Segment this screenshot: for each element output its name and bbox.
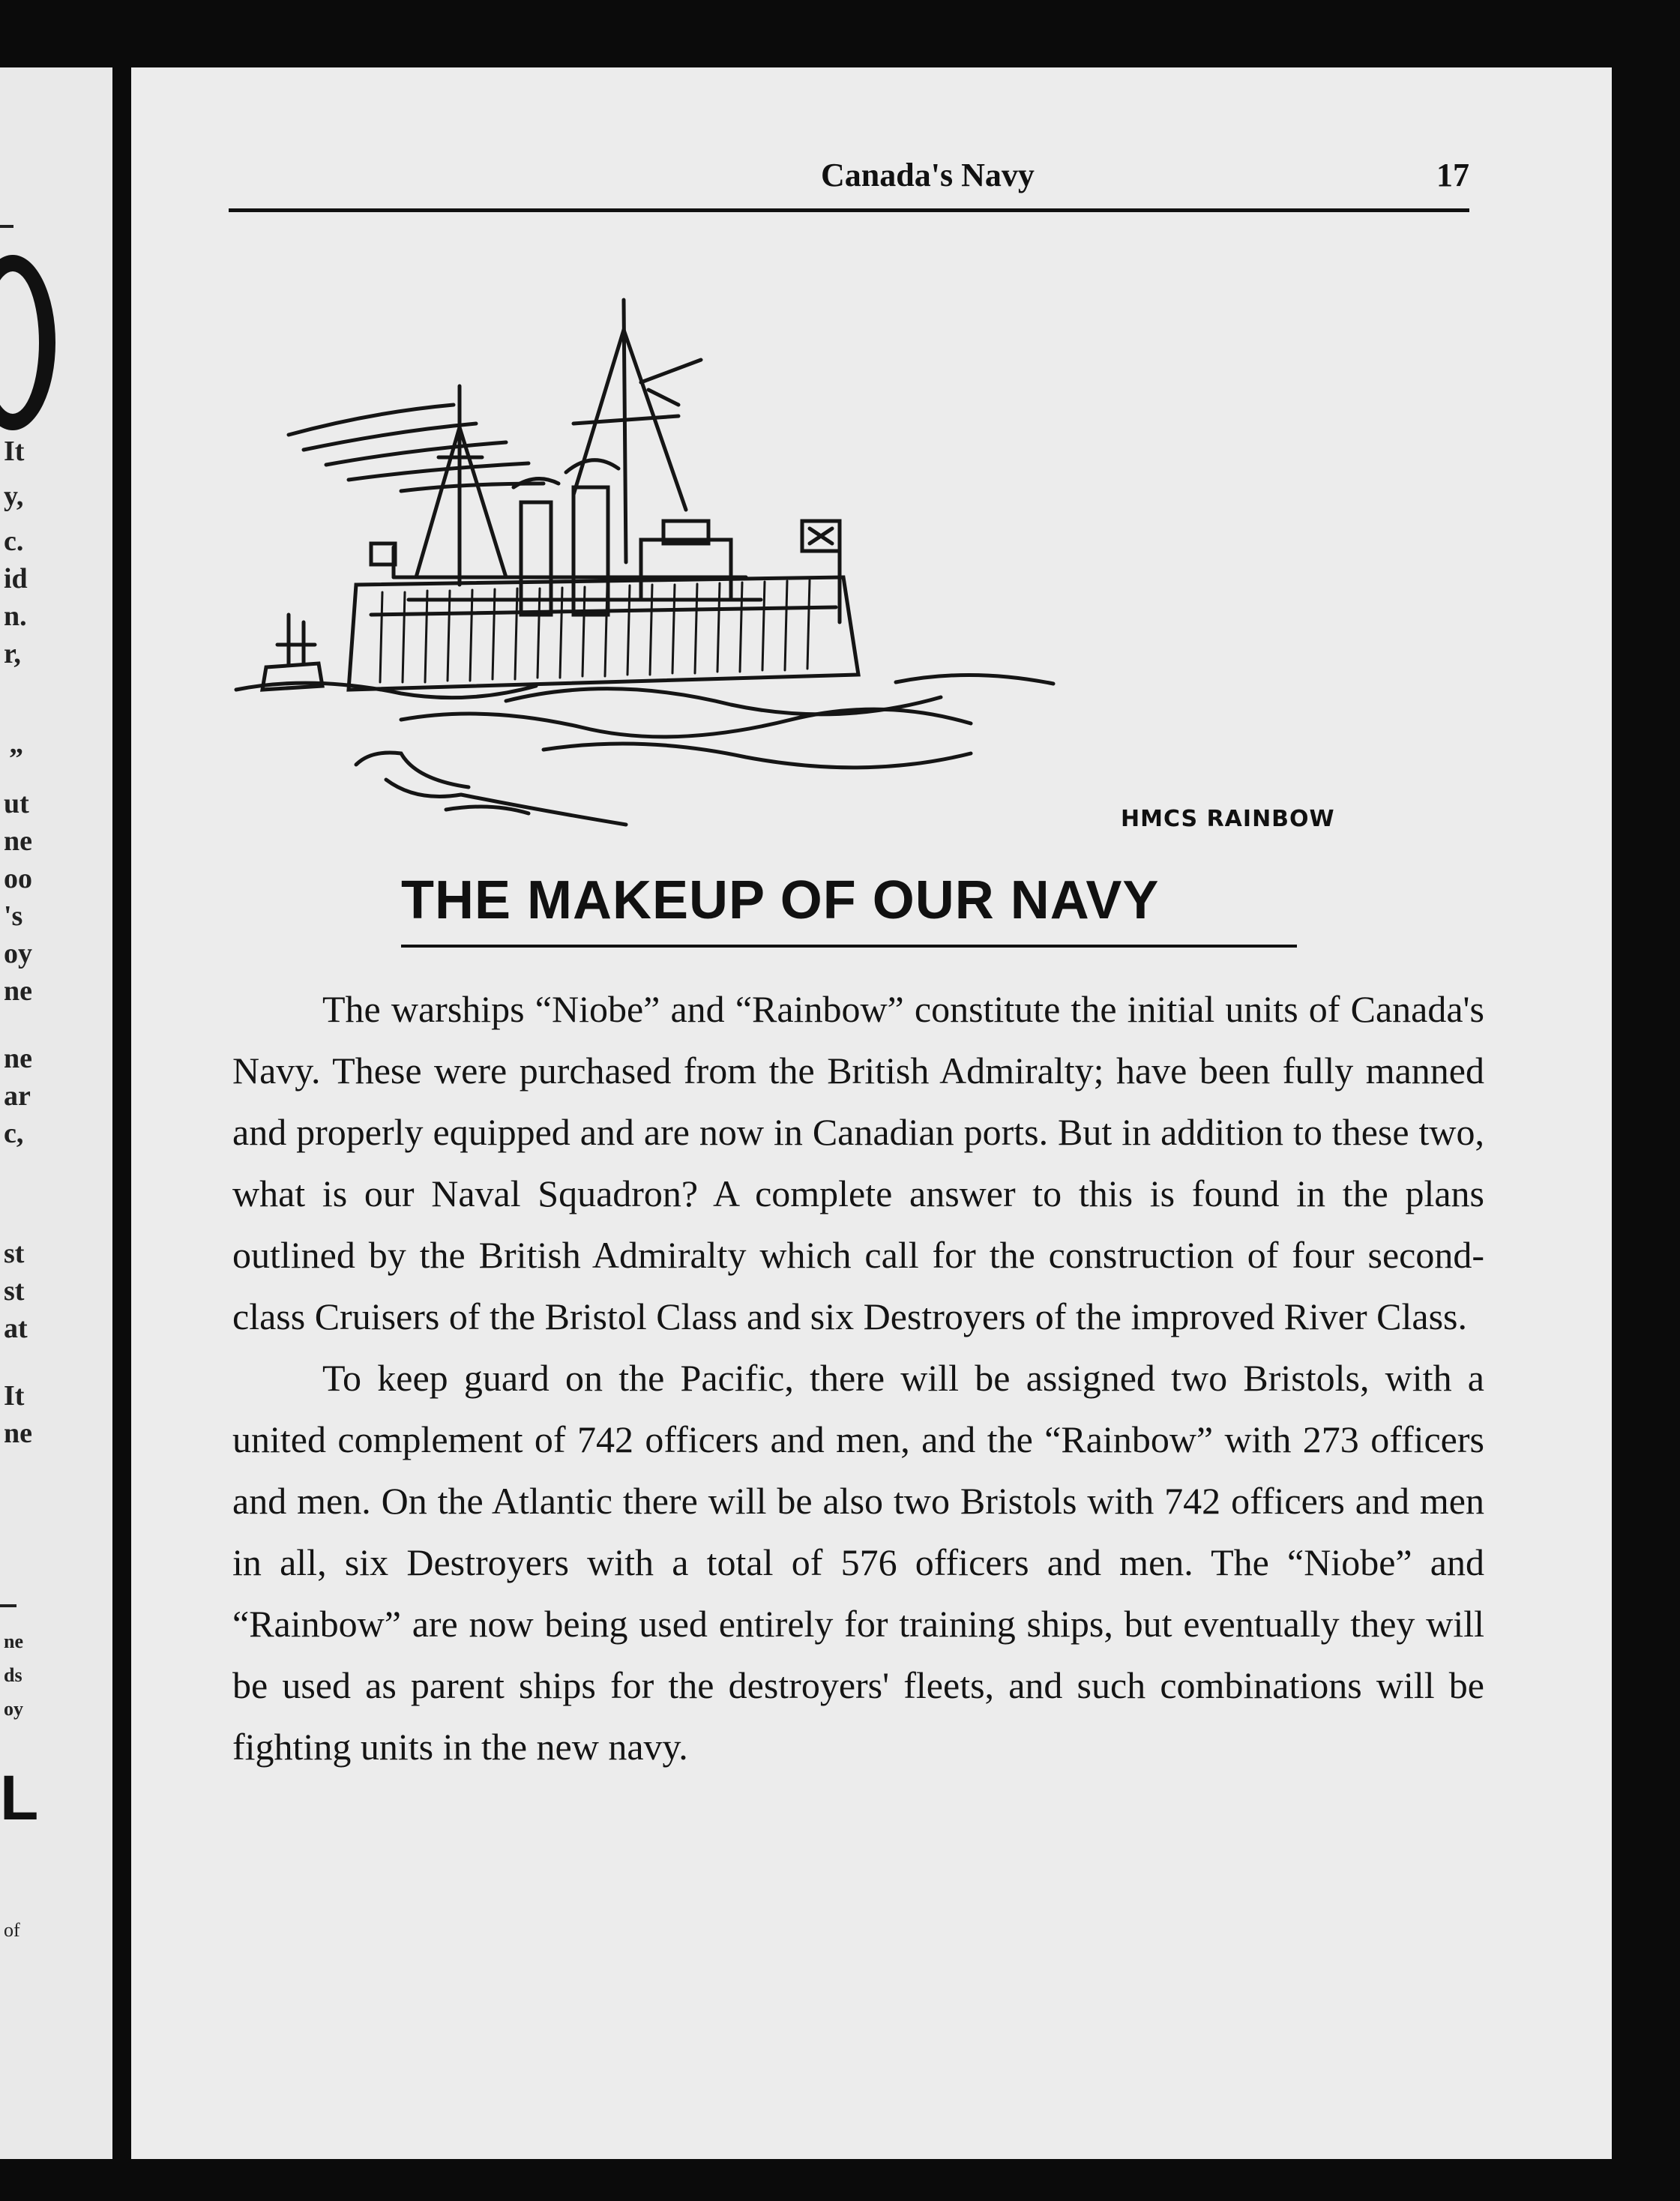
left-fragment: ut: [4, 788, 29, 819]
left-fragment: c.: [4, 526, 24, 557]
left-fragment: ne: [4, 1631, 23, 1652]
left-page-fragment: [0, 67, 112, 2159]
left-fragment: of: [4, 1919, 20, 1941]
left-fragment: ne: [4, 825, 32, 857]
left-fragment: st: [4, 1275, 25, 1307]
title-underline: [401, 945, 1297, 948]
left-fragment: 's: [4, 900, 23, 932]
running-header: [229, 156, 1469, 201]
left-fragment: oy: [4, 1698, 23, 1720]
left-fragment: oo: [4, 863, 32, 894]
left-page-rule: [0, 1604, 16, 1607]
left-fragment: ”: [9, 743, 23, 774]
left-fragment: r,: [4, 638, 21, 669]
left-fragment: ne: [4, 1043, 32, 1074]
left-fragment: at: [4, 1313, 28, 1344]
left-fragment: ne: [4, 975, 32, 1007]
left-page-large-letter: [0, 255, 55, 430]
left-fragment: ar: [4, 1080, 31, 1112]
header-rule: [229, 208, 1469, 212]
left-fragment: ds: [4, 1664, 22, 1686]
left-fragment: oy: [4, 938, 32, 969]
page: [131, 67, 1612, 2159]
article-title: THE MAKEUP OF OUR NAVY: [401, 870, 1160, 930]
left-page-rule: [0, 225, 13, 228]
article-paragraph: To keep guard on the Pacific, there will be assigned two Bristols, with a united complement of 742 officers and men, and the “Rainbow” with 273 officers and men. On the Atlantic there will be also two Bristols with 742 officers and men in all, six Destroyers with a total of 576 officers and men. The “Niobe” and “Rainbow” are now being used entirely for training ships, but eventually they will be used as parent ships for the destroyers' fleets, and such combinations will be fighting units in the new navy.: [232, 1357, 1484, 1768]
left-fragment: It: [4, 436, 25, 467]
article-body: [232, 978, 1484, 1777]
left-fragment: It: [4, 1380, 25, 1412]
left-fragment: st: [4, 1238, 25, 1269]
left-fragment: ne: [4, 1418, 32, 1449]
left-fragment: n.: [4, 600, 27, 632]
running-title: Canada's Navy: [821, 157, 1035, 193]
article-paragraph: The warships “Niobe” and “Rainbow” constitute the initial units of Canada's Navy. These were purchased from the British Admiralty; have been fully manned and properly equipped and are now in Canadian ports. But in addition to these two, what is our Naval Squadron? A complete answer to this is found in the plans outlined by the British Admiralty which call for the construction of four second-class Cruisers of the Bristol Class and six Destroyers of the improved River Class.: [232, 988, 1484, 1337]
page-number: 17: [1436, 157, 1469, 193]
left-fragment: id: [4, 563, 28, 594]
illustration-caption: HMCS RAINBOW: [1121, 806, 1335, 832]
left-fragment: c,: [4, 1118, 24, 1149]
left-fragment-large: L: [0, 1762, 39, 1833]
warship-illustration: [221, 225, 1481, 900]
left-fragment: y,: [4, 481, 24, 512]
